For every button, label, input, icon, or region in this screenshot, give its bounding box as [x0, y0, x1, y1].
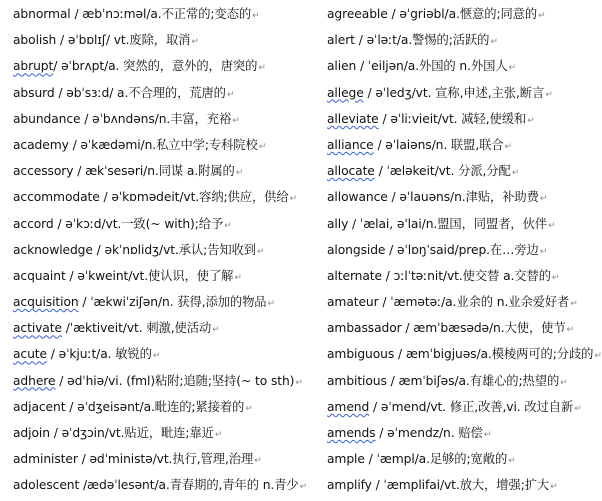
vocab-entry	[13, 289, 318, 315]
vocab-definition: / æmˈbigjuəs/a.模棱两可的;分歧的	[394, 347, 594, 362]
vocab-definition: / əˈlaiəns/n. 联盟,联合	[373, 137, 504, 152]
paragraph-mark-icon: ↵	[547, 220, 556, 231]
vocab-definition: / əˈkjuːt/a. 敏锐的	[46, 347, 152, 362]
vocab-entry	[327, 1, 597, 27]
paragraph-mark-icon: ↵	[252, 11, 260, 21]
vocab-word: ally	[327, 216, 349, 231]
vocab-entry	[327, 341, 602, 367]
vocab-word: alongside	[327, 242, 386, 257]
right-column	[327, 1, 602, 499]
vocab-entry	[327, 315, 597, 341]
paragraph-mark-icon: ↵	[245, 403, 253, 414]
vocab-entry	[327, 446, 597, 472]
vocab-entry	[13, 237, 318, 263]
paragraph-mark-icon: ↵	[539, 194, 548, 205]
vocab-word: abolish	[13, 33, 57, 48]
vocab-word: allocate	[327, 164, 375, 179]
paragraph-mark-icon: ↵	[560, 377, 568, 388]
paragraph-mark-icon: ↵	[232, 115, 240, 126]
vocab-entry	[327, 158, 597, 184]
paragraph-mark-icon: ↵	[234, 272, 242, 283]
vocab-entry	[13, 80, 318, 106]
vocab-definition: / ækˈsesəri/n.同谋 a.附属的	[73, 164, 235, 179]
paragraph-mark-icon: ↵	[545, 89, 553, 100]
paragraph-mark-icon: ↵	[539, 246, 548, 257]
vocab-entry	[13, 472, 318, 498]
vocab-definition: / əˈbrʌpt/a. 突然的，意外的，唐突的	[53, 59, 258, 74]
paragraph-mark-icon: ↵	[212, 325, 220, 336]
paragraph-mark-icon: ↵	[574, 403, 582, 414]
paragraph-mark-icon: ↵	[538, 11, 546, 21]
paragraph-mark-icon: ↵	[594, 351, 602, 362]
vocab-definition: /ˈæktiveit/vt. 刺激,使活动	[61, 321, 212, 336]
paragraph-mark-icon: ↵	[508, 456, 516, 467]
paragraph-mark-icon: ↵	[258, 141, 267, 152]
vocab-definition: / əˈkædəmi/n.私立中学;专科院校	[68, 137, 258, 152]
vocab-word: adolescent	[13, 478, 80, 493]
vocab-word: ambassador	[327, 321, 402, 336]
vocab-word: alliance	[327, 137, 374, 152]
vocab-entry	[327, 211, 597, 237]
vocab-definition: / ˈæmplifai/vt.放大，增强;扩大	[371, 478, 550, 493]
paragraph-mark-icon: ↵	[527, 115, 535, 126]
vocab-word: allowance	[327, 190, 388, 205]
vocab-definition: / əkˈnɒlidʒ/vt.承认;告知收到	[92, 242, 257, 257]
vocab-word: academy	[13, 137, 69, 152]
vocab-word: amateur	[327, 295, 379, 310]
vocab-definition: / ˈæmpl/a.足够的;宽敞的	[364, 452, 508, 467]
vocab-word: abnormal	[13, 7, 71, 21]
vocab-definition: / æmˈbæsədə/n.大使，使节	[401, 321, 566, 336]
vocab-definition: /ædəˈlesənt/a.青春期的,青年的 n.青少	[79, 478, 299, 493]
vocab-word: abrupt	[13, 59, 54, 74]
vocab-definition: / əˈkɔːd/vt.一致(~ with);给予	[53, 216, 224, 231]
paragraph-mark-icon: ↵	[152, 351, 161, 362]
paragraph-mark-icon: ↵	[254, 456, 262, 467]
vocab-definition: / əˈkweint/vt.使认识，使了解	[65, 268, 234, 283]
paragraph-mark-icon: ↵	[214, 430, 223, 440]
paragraph-mark-icon: ↵	[299, 482, 308, 493]
vocab-entry	[13, 315, 318, 341]
vocab-definition: / æbˈnɔːməl/a.不正常的;变态的	[70, 7, 252, 21]
vocab-entry	[13, 106, 318, 132]
vocab-word: agreeable	[327, 7, 388, 21]
paragraph-mark-icon: ↵	[483, 430, 492, 440]
paragraph-mark-icon: ↵	[289, 194, 298, 205]
vocab-word: acquaint	[13, 268, 66, 283]
vocab-word: ample	[327, 452, 365, 467]
vocab-word: accommodate	[13, 190, 100, 205]
vocab-word: alleviate	[327, 111, 379, 126]
paragraph-mark-icon: ↵	[490, 37, 498, 48]
vocab-word: amplify	[327, 478, 372, 493]
vocab-entry	[13, 368, 318, 394]
vocab-definition: / ˈeiljən/a.外国的 n.外国人	[356, 59, 508, 74]
paragraph-mark-icon: ↵	[508, 63, 516, 74]
vocab-definition: / əˈmend/vt. 修正,改善,vi. 改过自新	[369, 399, 574, 414]
vocab-entry	[13, 53, 318, 79]
vocab-entry	[327, 106, 597, 132]
vocab-entry	[327, 80, 597, 106]
vocab-definition: / æmˈbiʃəs/a.有雄心的;热望的	[386, 373, 560, 388]
vocab-definition: / ədˈhiə/vi. (fml)粘附;追随;坚持(~ to sth)	[55, 373, 295, 388]
vocab-entry	[13, 211, 318, 237]
paragraph-mark-icon: ↵	[566, 325, 574, 336]
vocab-entry	[327, 420, 597, 446]
vocab-word: abundance	[13, 111, 81, 126]
paragraph-mark-icon: ↵	[511, 168, 520, 179]
vocab-entry	[327, 394, 597, 420]
paragraph-mark-icon: ↵	[267, 299, 275, 310]
vocab-definition: / ˈæmətəː/a.业余的 n.业余爱好者	[378, 295, 570, 310]
paragraph-mark-icon: ↵	[235, 168, 244, 179]
vocab-word: alternate	[327, 268, 382, 283]
vocab-word: adjoin	[13, 426, 50, 440]
vocab-word: administer	[13, 452, 78, 467]
paragraph-mark-icon: ↵	[295, 377, 303, 388]
vocab-definition: / əˈledʒ/vt. 宣称,申述,主张,断言	[363, 85, 545, 100]
vocab-word: adhere	[13, 373, 56, 388]
vocab-word: amend	[327, 399, 370, 414]
vocab-definition: / ˈælai, əˈlai/n.盟国，同盟者，伙伴	[348, 216, 547, 231]
vocab-word: alert	[327, 33, 355, 48]
vocab-definition: / əˈbɒlɪʃ/ vt.废除，取消	[56, 33, 191, 48]
paragraph-mark-icon: ↵	[570, 299, 578, 310]
paragraph-mark-icon: ↵	[224, 220, 232, 231]
paragraph-mark-icon: ↵	[551, 272, 560, 283]
vocab-entry	[13, 132, 318, 158]
vocab-definition: / əˈliːvieit/vt. 减轻,使缓和	[378, 111, 527, 126]
vocab-word: allege	[327, 85, 364, 100]
vocab-entry	[327, 132, 597, 158]
paragraph-mark-icon: ↵	[257, 246, 265, 257]
vocab-entry	[327, 472, 597, 498]
vocab-definition: / ˈækwiˈziʃən/n. 获得,添加的物品	[78, 295, 267, 310]
paragraph-mark-icon: ↵	[550, 482, 558, 493]
vocab-word: absurd	[13, 85, 55, 100]
paragraph-mark-icon: ↵	[258, 63, 266, 74]
paragraph-mark-icon: ↵	[504, 141, 512, 152]
vocab-entry	[327, 184, 597, 210]
vocab-entry	[13, 446, 318, 472]
vocab-word: adjacent	[13, 399, 66, 414]
vocab-entry	[327, 53, 597, 79]
vocab-entry	[13, 420, 318, 446]
vocab-word: acquisition	[13, 295, 79, 310]
vocab-word: alien	[327, 59, 357, 74]
vocab-word: acute	[13, 347, 47, 362]
vocab-definition: / əˈdʒɔin/vt.贴近，毗连;靠近	[49, 426, 214, 440]
paragraph-mark-icon: ↵	[226, 89, 235, 100]
vocab-word: accessory	[13, 164, 74, 179]
vocab-word: acknowledge	[13, 242, 93, 257]
vocab-definition: / əˈdʒeisənt/a.毗连的;紧接着的	[65, 399, 245, 414]
vocab-definition: / ɔːlˈtəːnit/vt.使交替 a.交替的	[382, 268, 551, 283]
vocab-entry	[327, 263, 597, 289]
vocab-definition: / əˈmendz/n. 赔偿	[375, 426, 483, 440]
left-column	[13, 1, 318, 499]
vocab-entry	[327, 237, 597, 263]
vocab-entry	[13, 394, 318, 420]
vocab-entry	[13, 341, 318, 367]
vocab-entry	[327, 27, 597, 53]
vocab-definition: / ˈæləkeit/vt. 分派,分配	[374, 164, 511, 179]
vocab-definition: / əˈgriəbl/a.惬意的;同意的	[387, 7, 538, 21]
vocab-definition: / əˈləːt/a.警惕的;活跃的	[354, 33, 490, 48]
paragraph-mark-icon: ↵	[191, 37, 199, 48]
vocab-entry	[327, 368, 597, 394]
vocab-definition: / əbˈsɜːd/ a.不合理的，荒唐的	[54, 85, 226, 100]
vocab-definition: / əˈbʌndəns/n.丰富，充裕	[80, 111, 232, 126]
vocab-word: activate	[13, 321, 62, 336]
vocab-entry	[13, 27, 318, 53]
vocab-entry	[13, 263, 318, 289]
vocab-definition: / ədˈministə/vt.执行,管理,治理	[77, 452, 254, 467]
vocab-word: ambiguous	[327, 347, 395, 362]
vocab-definition: / əˈlauəns/n.津贴，补助费	[387, 190, 539, 205]
vocab-entry	[327, 289, 597, 315]
vocab-entry	[13, 1, 318, 27]
vocab-definition: / əˈkɒmədeit/vt.容纳;供应，供给	[99, 190, 289, 205]
vocab-entry	[13, 158, 318, 184]
vocab-word: amends	[327, 426, 376, 440]
vocab-word: accord	[13, 216, 54, 231]
vocab-word: ambitious	[327, 373, 387, 388]
vocab-definition: / əˈlɒŋˈsaid/prep.在…旁边	[385, 242, 539, 257]
vocab-entry	[13, 184, 318, 210]
